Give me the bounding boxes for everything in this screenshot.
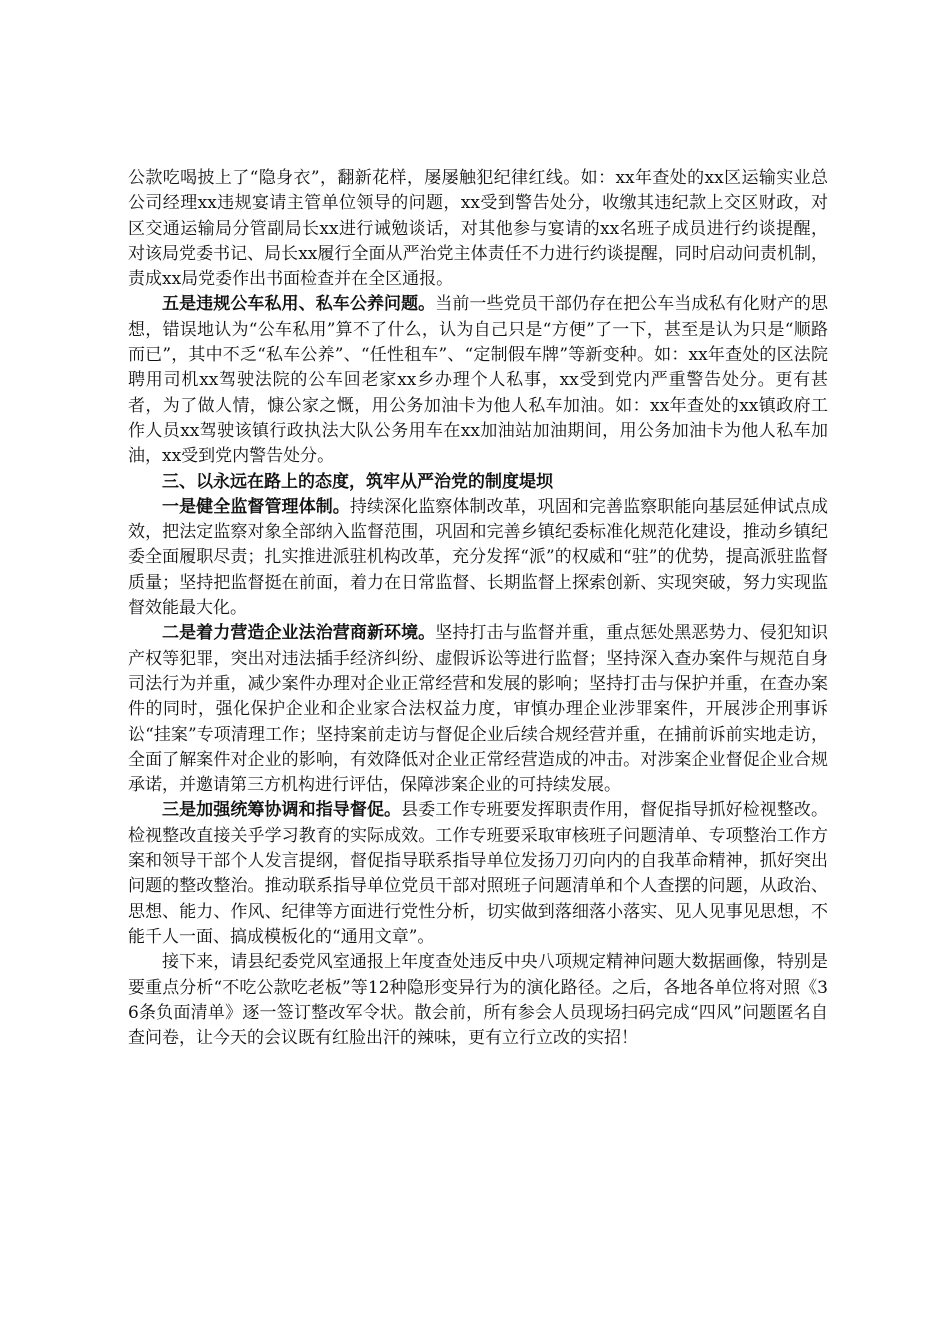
section-heading-3: 三、以永远在路上的态度，筑牢从严治党的制度堤坝 [162, 471, 553, 492]
paragraph-text: 当前一些党员干部仍存在把公车当成私有化财产的思想，错误地认为“公车私用”算不了什么，认为自己只是“方便”了一下，甚至是认为只是“顺路而已”，其中不乏“私车公养”、“任性租车”、“定制假车牌”等新变种。如：xx年查处的区法院聘用司机xx驾驶法院的公车回老家xx乡办理个人私事，xx受到党内严重警告处分。更有甚者，为了做人情，慷公家之慨，用公务加油卡为他人私车加油。如：xx年查处的xx镇政府工作人员xx驾驶该镇行政执法大队公务用车在xx加油站加油期间，用公务加油卡为他人私车加油，xx受到党内警告处分。 [128, 294, 829, 467]
paragraph-text: 持续深化监察体制改革，巩固和完善监察职能向基层延伸试点成效，把法定监察对象全部纳入监督范围，巩固和完善乡镇纪委标准化规范化建设，推动乡镇纪委全面履职尽责；扎实推进派驻机构改革，充分发挥“派”的权威和“驻”的优势，提高派驻监督质量；坚持把监督挺在前面，着力在日常监督、长期监督上探索创新、实现突破，努力实现监督效能最大化。 [128, 496, 829, 619]
paragraph-lead: 一是健全监督管理体制。 [162, 496, 350, 517]
paragraph-text: 坚持打击与监督并重，重点惩处黑恶势力、侵犯知识产权等犯罪，突出对违法插手经济纠纷、虚假诉讼等进行监督；坚持深入查办案件与规范自身司法行为并重，减少案件办理对企业正常经营和发展的影响；坚持打击与保护并重，在查办案件的同时，强化保护企业和企业家合法权益力度，审慎办理企业涉罪案件，开展涉企刑事诉讼“挂案”专项清理工作；坚持案前走访与督促企业后续合规经营并重，在捕前诉前实地走访，全面了解案件对企业的影响，有效降低对企业正常经营造成的冲击。对涉案企业督促企业合规承诺，并邀请第三方机构进行评估，保障涉案企业的可持续发展。 [128, 623, 829, 796]
paragraph-lead: 三是加强统筹协调和指导督促。 [162, 800, 402, 821]
document-body [128, 166, 828, 1051]
paragraph-item-five [128, 292, 828, 469]
paragraph-item-two [128, 621, 828, 798]
paragraph-lead: 二是着力营造企业法治营商新环境。 [162, 623, 436, 644]
paragraph-closing: 接下来，请县纪委党风室通报上年度查处违反中央八项规定精神问题大数据画像，特别是要重点分析“不吃公款吃老板”等12种隐形变异行为的演化路径。之后，各地各单位将对照《36条负面清单》逐一签订整改军令状。散会前，所有参会人员现场扫码完成“四风”问题匿名自查问卷，让今天的会议既有红脸出汗的辣味，更有立行立改的实招！ [128, 952, 828, 1049]
paragraph-text: 县委工作专班要发挥职责作用，督促指导抓好检视整改。检视整改直接关乎学习教育的实际成效。工作专班要采取审核班子问题清单、专项整治工作方案和领导干部个人发言提纲，督促指导联系指导单位发扬刀刃向内的自我革命精神，抓好突出问题的整改整治。推动联系指导单位党员干部对照班子问题清单和个人查摆的问题，从政治、思想、能力、作风、纪律等方面进行党性分析，切实做到落细落小落实、见人见事见思想，不能千人一面、搞成模板化的“通用文章”。 [128, 800, 829, 947]
paragraph-lead: 五是违规公车私用、私车公养问题。 [162, 294, 436, 315]
paragraph-item-one [128, 495, 828, 621]
paragraph-intro-continuation: 公款吃喝披上了“隐身衣”，翻新花样，屡屡触犯纪律红线。如：xx年查处的xx区运输实业总公司经理xx违规宴请主管单位领导的问题，xx受到警告处分，收缴其违纪款上交区财政，对区交通运输局分管副局长xx进行诫勉谈话，对其他参与宴请的xx名班子成员进行约谈提醒，对该局党委书记、局长xx履行全面从严治党主体责任不力进行约谈提醒，同时启动问责机制，责成xx局党委作出书面检查并在全区通报。 [128, 168, 828, 290]
paragraph-item-three [128, 798, 828, 950]
